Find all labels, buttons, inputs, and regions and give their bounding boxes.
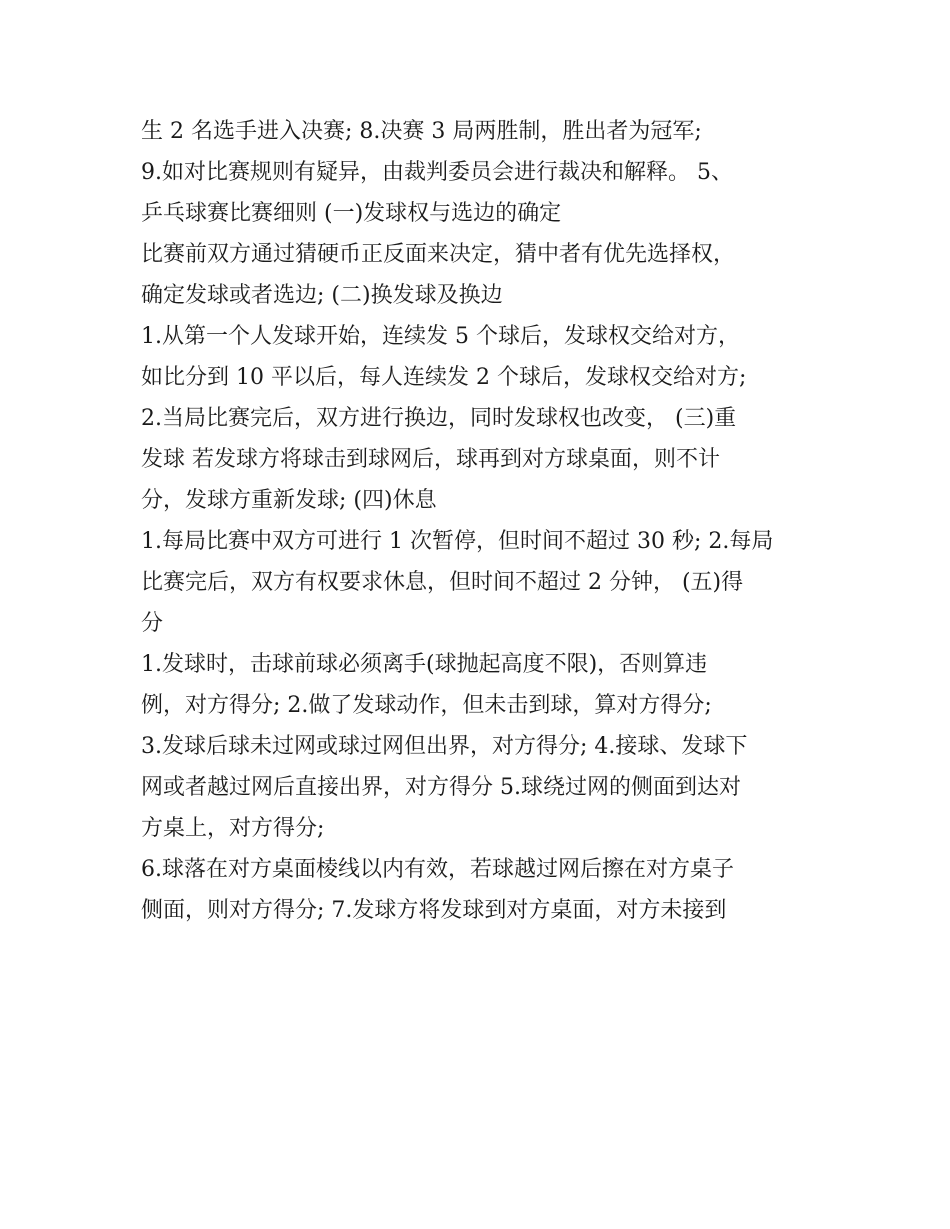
text-line: 比赛前双方通过猜硬币正反面来决定，猜中者有优先选择权， — [141, 242, 736, 267]
text-line: 方桌上，对方得分; — [141, 816, 325, 841]
text-line: 2.当局比赛完后，双方进行换边，同时发球权也改变， (三)重 — [141, 406, 737, 431]
text-line: 分 — [141, 611, 164, 636]
text-line: 如比分到 10 平以后，每人连续发 2 个球后，发球权交给对方; — [141, 365, 747, 390]
text-line: 发球 若发球方将球击到球网后，球再到对方球桌面，则不计 — [141, 447, 720, 472]
text-line: 9.如对比赛规则有疑异，由裁判委员会进行裁决和解释。 5、 — [141, 160, 733, 185]
text-line: 网或者越过网后直接出界，对方得分 5.球绕过网的侧面到达对 — [141, 775, 741, 800]
text-line: 6.球落在对方桌面棱线以内有效，若球越过网后擦在对方桌子 — [141, 857, 734, 882]
body-text — [141, 111, 821, 931]
text-line: 侧面，则对方得分; 7.发球方将发球到对方桌面，对方未接到 — [141, 898, 727, 923]
text-line: 1.发球时，击球前球必须离手(球抛起高度不限)，否则算违 — [141, 652, 708, 677]
text-line: 1.每局比赛中双方可进行 1 次暂停，但时间不超过 30 秒; 2.每局 — [141, 529, 774, 554]
text-line: 分，发球方重新发球; (四)休息 — [141, 488, 437, 513]
text-line: 3.发球后球未过网或球过网但出界，对方得分; 4.接球、发球下 — [141, 734, 748, 759]
text-line: 1.从第一个人发球开始，连续发 5 个球后，发球权交给对方， — [141, 324, 740, 349]
text-line: 例，对方得分; 2.做了发球动作，但未击到球，算对方得分; — [141, 693, 712, 718]
text-line: 比赛完后，双方有权要求休息，但时间不超过 2 分钟， (五)得 — [141, 570, 744, 595]
text-line: 乒乓球赛比赛细则 (一)发球权与选边的确定 — [141, 201, 562, 226]
text-line: 生 2 名选手进入决赛; 8.决赛 3 局两胜制，胜出者为冠军; — [141, 119, 702, 144]
text-line: 确定发球或者选边; (二)换发球及换边 — [141, 283, 503, 308]
